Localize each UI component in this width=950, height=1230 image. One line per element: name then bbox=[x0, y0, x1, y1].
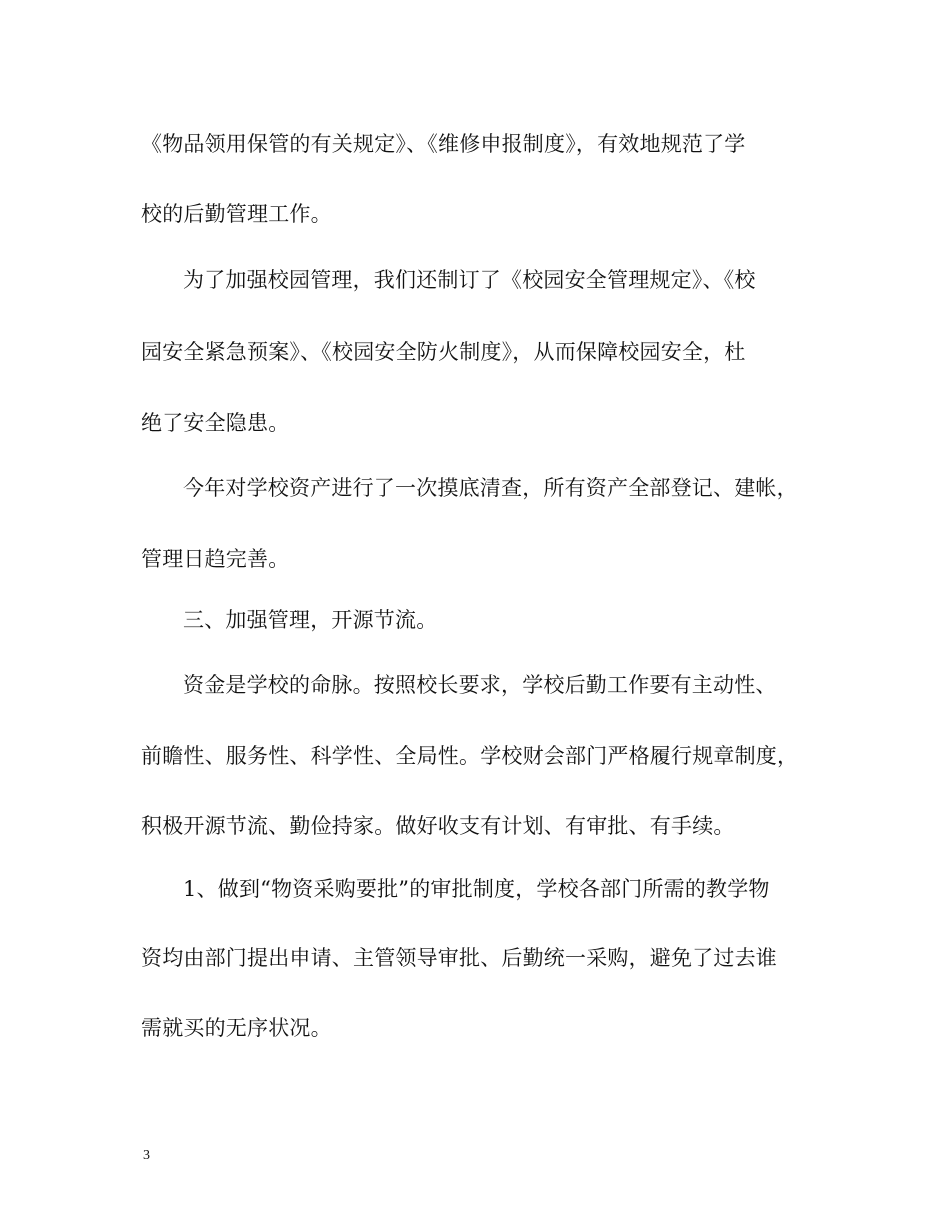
text-line: 园安全紧急预案》、《校园安全防火制度》，从而保障校园安全，杜 bbox=[141, 340, 746, 364]
section-heading: 三、加强管理，开源节流。 bbox=[183, 608, 438, 632]
text-line: 校的后勤管理工作。 bbox=[141, 202, 332, 226]
text-line: 积极开源节流、勤俭持家。做好收支有计划、有审批、有手续。 bbox=[141, 814, 735, 838]
text-line: 前瞻性、服务性、科学性、全局性。学校财会部门严格履行规章制度， bbox=[141, 744, 799, 768]
paragraph-first-line: 资金是学校的命脉。按照校长要求，学校后勤工作要有主动性、 bbox=[183, 673, 777, 697]
text-line: 绝了安全隐患。 bbox=[141, 411, 290, 435]
page-number: 3 bbox=[143, 1148, 150, 1163]
paragraph-first-line: 为了加强校园管理，我们还制订了《校园安全管理规定》、《校 bbox=[183, 268, 756, 292]
text-line: 资均由部门提出申请、主管领导审批、后勤统一采购，避免了过去谁 bbox=[141, 946, 777, 970]
paragraph-first-line: 1、做到“物资采购要批”的审批制度，学校各部门所需的教学物 bbox=[183, 877, 770, 901]
text-line: 管理日趋完善。 bbox=[141, 547, 290, 571]
text-line: 需就买的无序状况。 bbox=[141, 1016, 332, 1040]
paragraph-first-line: 今年对学校资产进行了一次摸底清查，所有资产全部登记、建帐， bbox=[183, 476, 798, 500]
text-line: 《物品领用保管的有关规定》、《维修申报制度》，有效地规范了学 bbox=[141, 132, 746, 156]
